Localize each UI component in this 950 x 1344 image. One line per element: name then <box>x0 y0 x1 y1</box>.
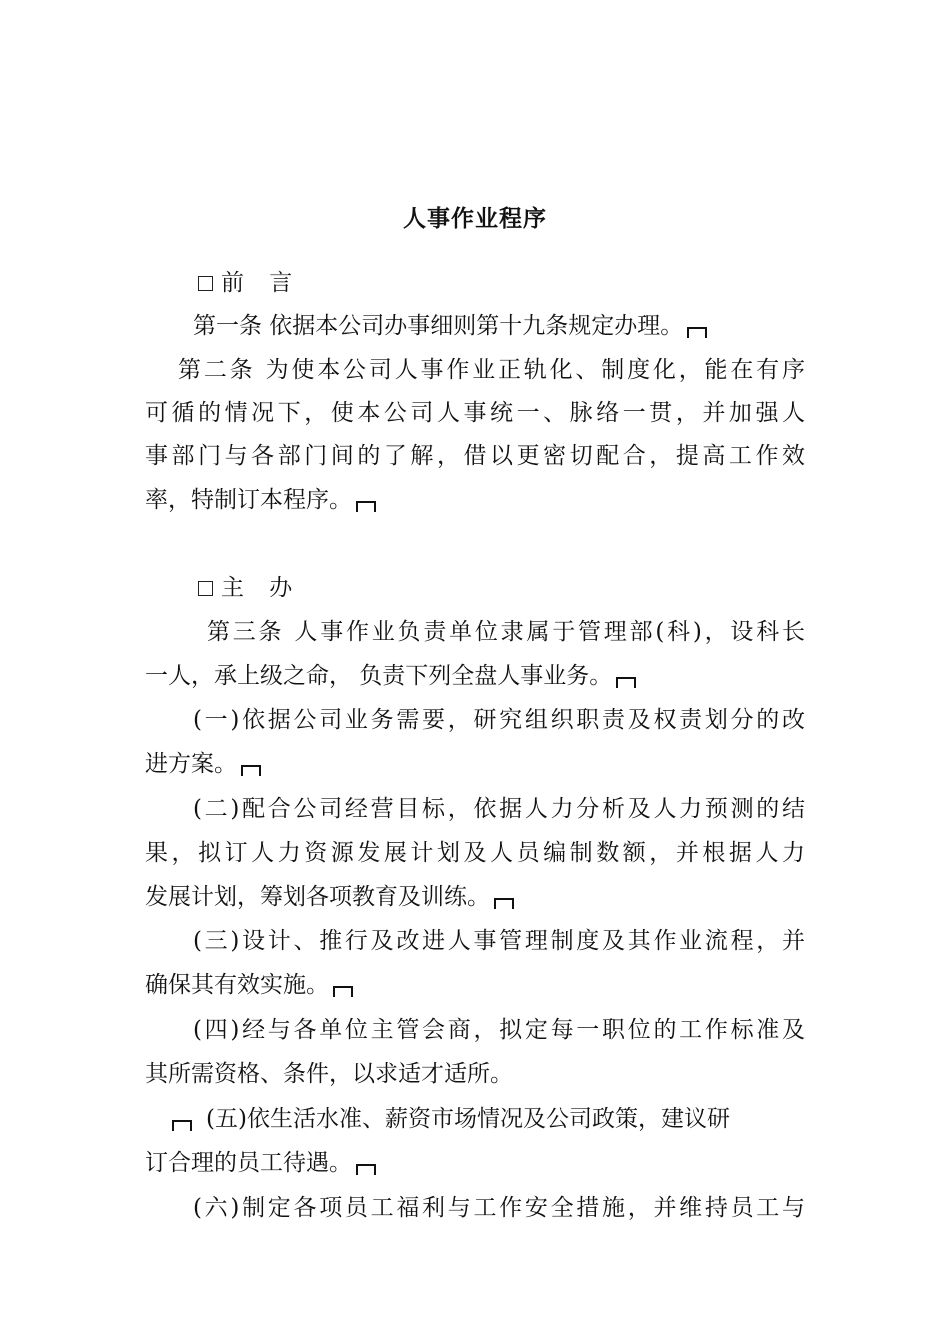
paragraph-line <box>145 970 353 1000</box>
paragraph-mark-icon <box>494 898 514 906</box>
paragraph-mark-icon <box>241 765 261 773</box>
paragraph-mark-icon <box>172 1120 192 1128</box>
paragraph-line: (四)经与各单位主管会商，拟定每一职位的工作标准及 <box>193 1017 805 1043</box>
line-text: 发展计划，筹划各项教育及训练。 <box>145 884 490 910</box>
checkbox-icon <box>198 581 213 596</box>
paragraph-mark-icon <box>333 986 353 994</box>
line-text: 确保其有效实施。 <box>145 972 329 998</box>
paragraph-mark-icon <box>687 327 707 335</box>
paragraph-line: 事部门与各部门间的了解，借以更密切配合，提高工作效 <box>145 443 805 469</box>
paragraph-line <box>145 749 261 779</box>
section-heading-organizer <box>198 573 301 603</box>
line-text: 进方案。 <box>145 751 237 777</box>
paragraph-line: 其所需资格、条件，以求适才适所。 <box>145 1061 513 1087</box>
paragraph-line: (六)制定各项员工福利与工作安全措施，并维持员工与 <box>193 1195 805 1221</box>
checkbox-icon <box>198 276 213 291</box>
paragraph-line <box>145 485 376 515</box>
paragraph-line <box>145 661 636 691</box>
paragraph-line: (二)配合公司经营目标，依据人力分析及人力预测的结 <box>193 796 805 822</box>
line-text: 订合理的员工待遇。 <box>145 1150 352 1176</box>
paragraph-line <box>145 1148 376 1178</box>
paragraph-line <box>172 1104 730 1134</box>
section-heading-label: 主 办 <box>221 575 302 601</box>
line-text: 率，特制订本程序。 <box>145 487 352 513</box>
paragraph-line: (一)依据公司业务需要，研究组织职责及权责划分的改 <box>193 707 805 733</box>
line-text: 第一条 依据本公司办事细则第十九条规定办理。 <box>193 313 684 339</box>
paragraph-line: 第二条 为使本公司人事作业正轨化、制度化，能在有序 <box>178 357 805 383</box>
paragraph-mark-icon <box>356 1164 376 1172</box>
paragraph-mark-icon <box>616 677 636 685</box>
paragraph-line: 果，拟订人力资源发展计划及人员编制数额，并根据人力 <box>145 840 805 866</box>
section-heading-preface <box>198 268 301 298</box>
paragraph-line: 可循的情况下，使本公司人事统一、脉络一贯，并加强人 <box>145 400 805 426</box>
document-title: 人事作业程序 <box>403 206 547 232</box>
paragraph-line <box>145 882 514 912</box>
paragraph-line: 第三条 人事作业负责单位隶属于管理部(科)，设科长 <box>207 619 805 645</box>
section-heading-label: 前 言 <box>221 270 302 296</box>
paragraph-line <box>193 311 707 341</box>
line-text: 一人，承上级之命， 负责下列全盘人事业务。 <box>145 663 613 689</box>
paragraph-mark-icon <box>356 501 376 509</box>
paragraph-line: (三)设计、推行及改进人事管理制度及其作业流程，并 <box>193 928 805 954</box>
line-text: (五)依生活水准、薪资市场情况及公司政策，建议研 <box>206 1106 730 1132</box>
